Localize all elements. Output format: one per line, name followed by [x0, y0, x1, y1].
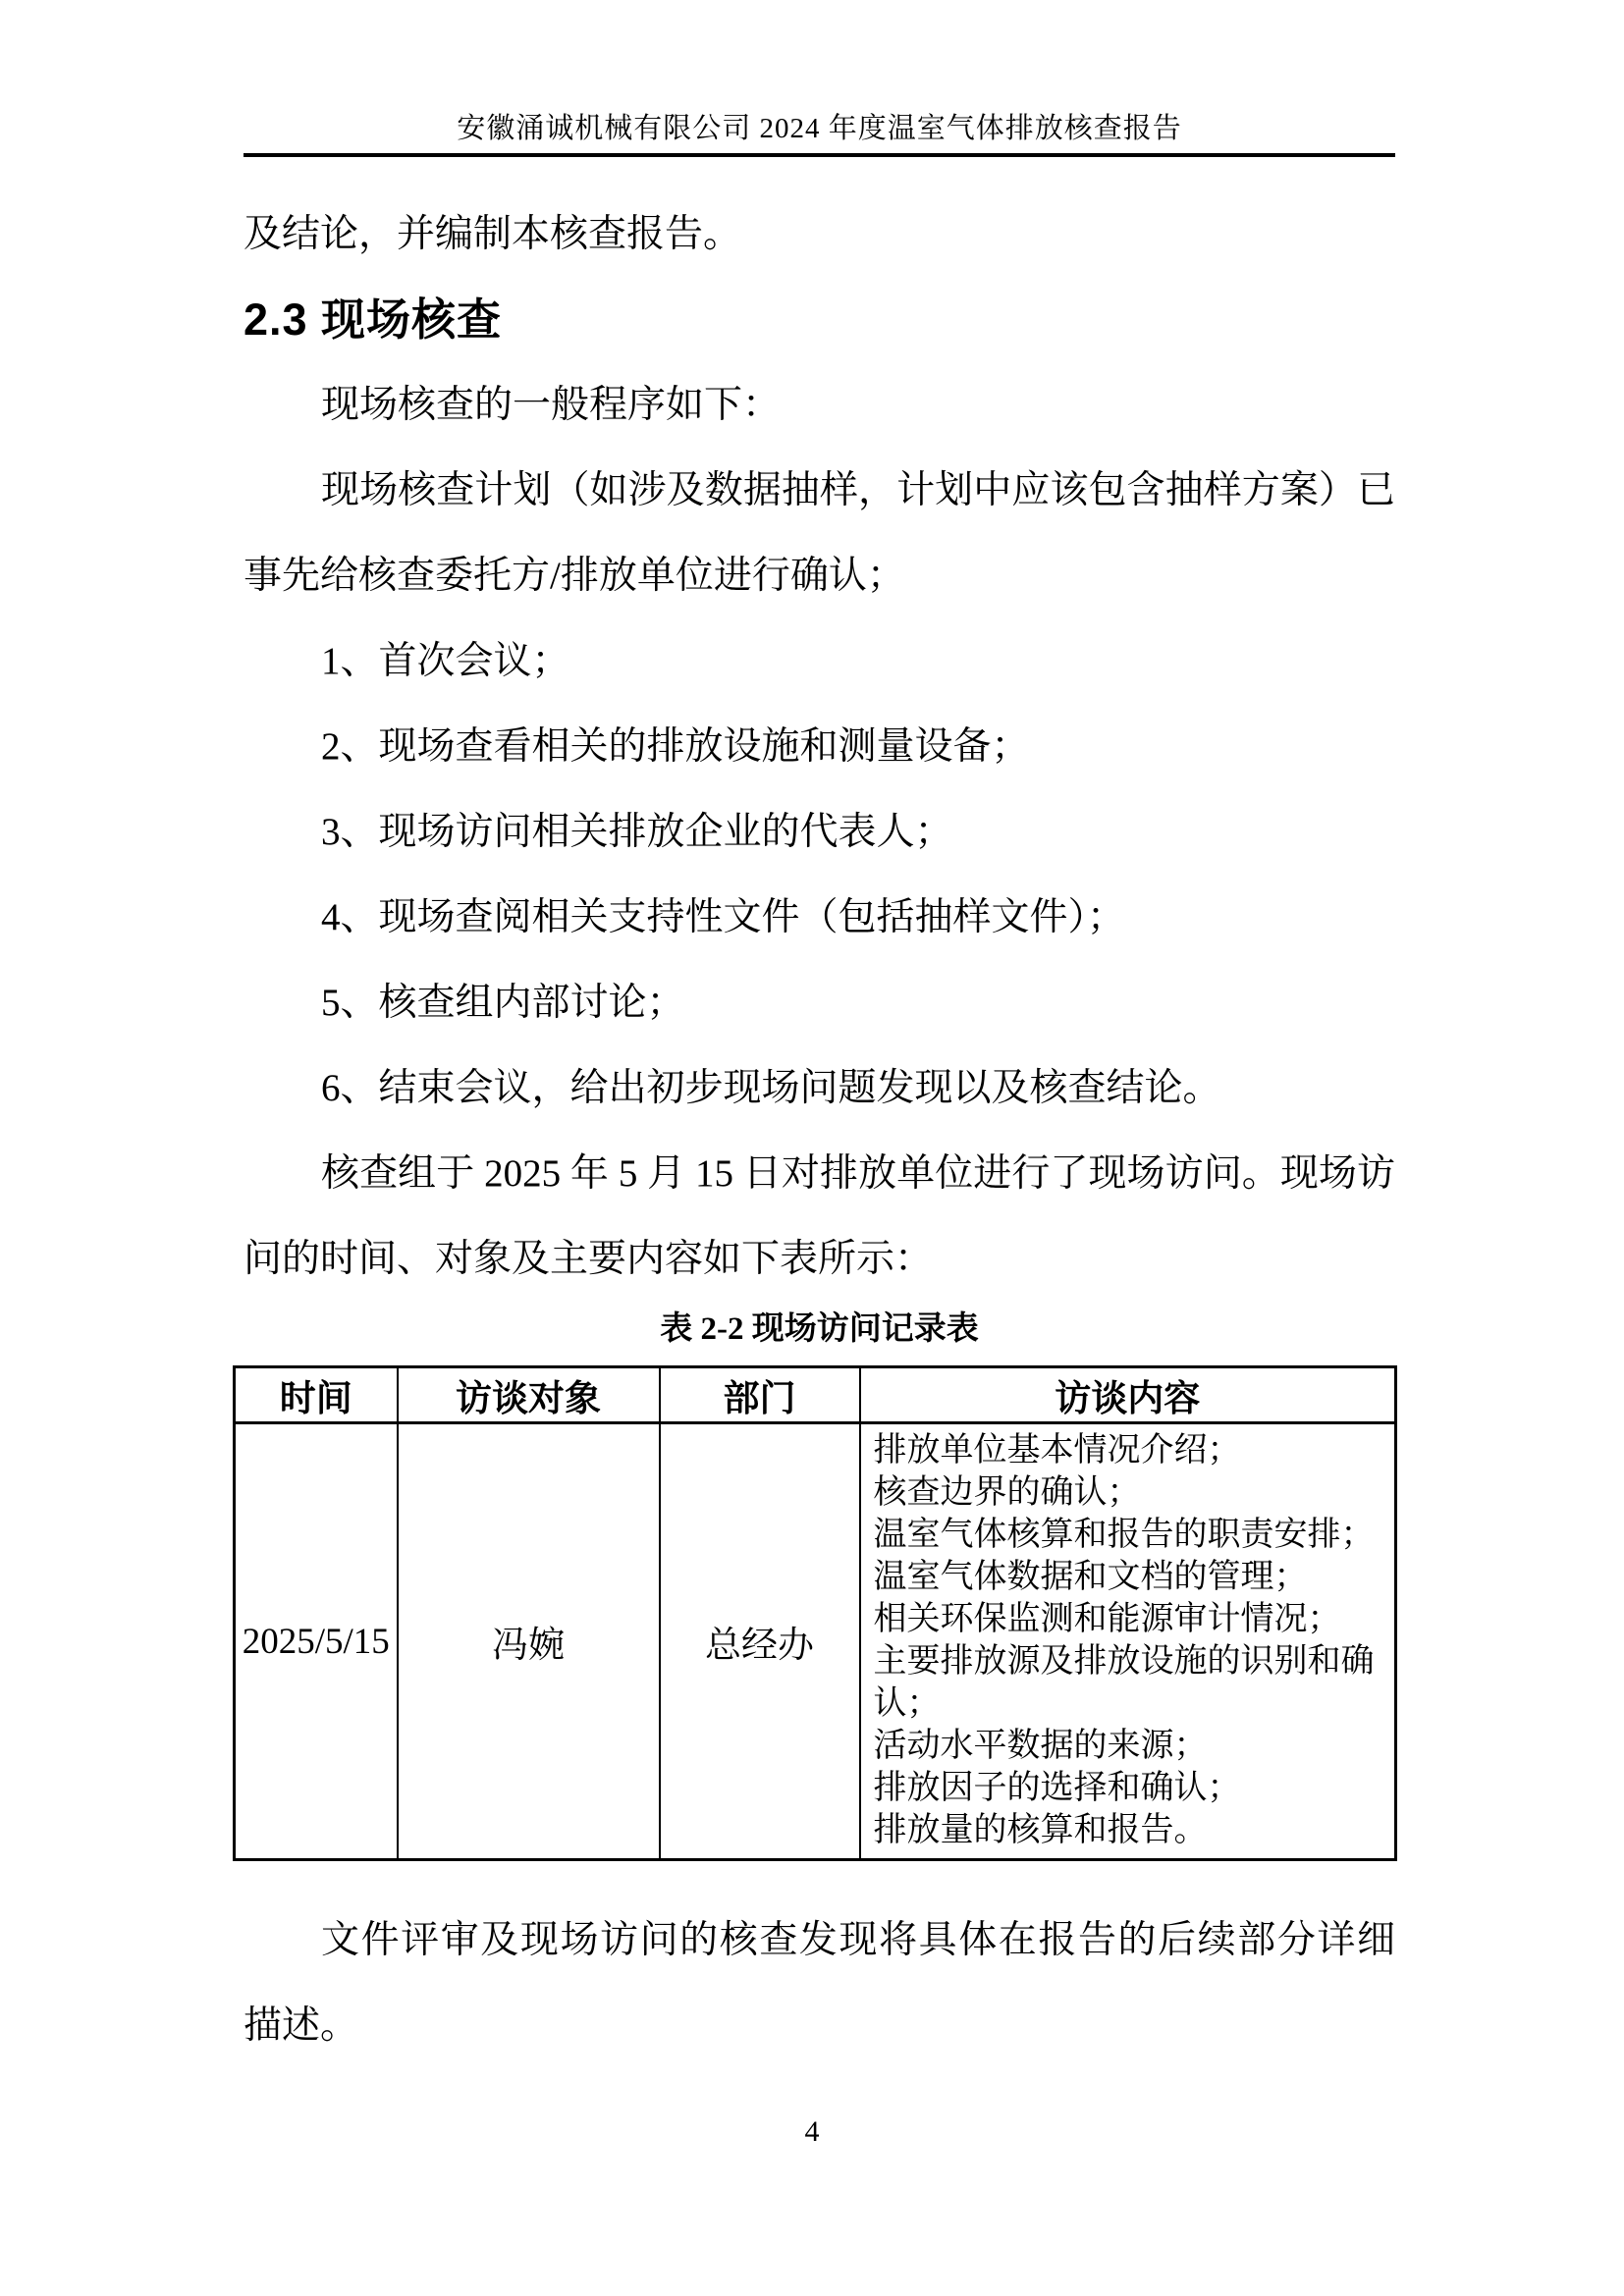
page-header	[244, 0, 1395, 157]
body-line: 6、结束会议，给出初步现场问题发现以及核查结论。	[321, 1067, 1221, 1109]
table-cell-time: 2025/5/15	[235, 1423, 398, 1860]
table-header-department: 部门	[660, 1367, 860, 1423]
body-line: 问的时间、对象及主要内容如下表所示：	[244, 1238, 934, 1280]
interview-content-line: 核查边界的确认；	[873, 1474, 1141, 1511]
interview-content-line: 排放单位基本情况介绍；	[873, 1432, 1241, 1468]
body-line: 5、核查组内部讨论；	[321, 982, 685, 1024]
body-line: 3、现场访问相关排放企业的代表人；	[321, 811, 953, 853]
table-cell-interviewee: 冯婉	[398, 1423, 660, 1860]
table-cell-content	[860, 1423, 1396, 1860]
table-caption: 表 2-2 现场访问记录表	[660, 1311, 979, 1347]
body-line: 1、首次会议；	[321, 640, 570, 682]
body-line: 现场核查计划（如涉及数据抽样，计划中应该包含抽样方案）已	[321, 469, 1395, 511]
body-line: 现场核查的一般程序如下：	[321, 384, 782, 426]
table-header-row	[235, 1367, 1396, 1423]
section-heading: 2.3 现场核查	[244, 294, 503, 345]
page-number: 4	[804, 2115, 820, 2148]
body-line: 及结论，并编制本核查报告。	[244, 213, 742, 255]
body-text-block	[244, 191, 1395, 1302]
table-row	[235, 1423, 1396, 1860]
interview-content-line: 相关环保监测和能源审计情况；	[873, 1601, 1341, 1637]
interview-content-line: 排放量的核算和报告。	[873, 1812, 1208, 1848]
body-line: 核查组于 2025 年 5 月 15 日对排放单位进行了现场访问。现场访	[321, 1152, 1395, 1195]
page-content	[244, 0, 1395, 2068]
interview-content-line: 排放因子的选择和确认；	[873, 1770, 1241, 1806]
table-cell-department: 总经办	[660, 1423, 860, 1860]
body-line: 2、现场查看相关的排放设施和测量设备；	[321, 725, 1030, 768]
body-line: 4、现场查阅相关支持性文件（包括抽样文件）；	[321, 896, 1126, 938]
interview-content-line: 活动水平数据的来源；	[873, 1728, 1208, 1764]
page-header-title: 安徽涌诚机械有限公司 2024 年度温室气体排放核查报告	[457, 113, 1182, 144]
visit-record-table	[233, 1365, 1397, 1861]
body-line: 文件评审及现场访问的核查发现将具体在报告的后续部分详细	[321, 1919, 1395, 1961]
interview-content-line: 温室气体核算和报告的职责安排；	[873, 1517, 1375, 1553]
interview-content-line: 温室气体数据和文档的管理；	[873, 1559, 1308, 1595]
interview-content-line: 主要排放源及排放设施的识别和确认；	[873, 1643, 1375, 1722]
table-header-content: 访谈内容	[860, 1367, 1396, 1423]
table-header-time: 时间	[235, 1367, 398, 1423]
body-line: 事先给核查委托方/排放单位进行确认；	[244, 555, 905, 597]
table-header-interviewee: 访谈对象	[398, 1367, 660, 1423]
body-text-block-after-table	[244, 1897, 1395, 2068]
body-line: 描述。	[244, 2004, 359, 2047]
